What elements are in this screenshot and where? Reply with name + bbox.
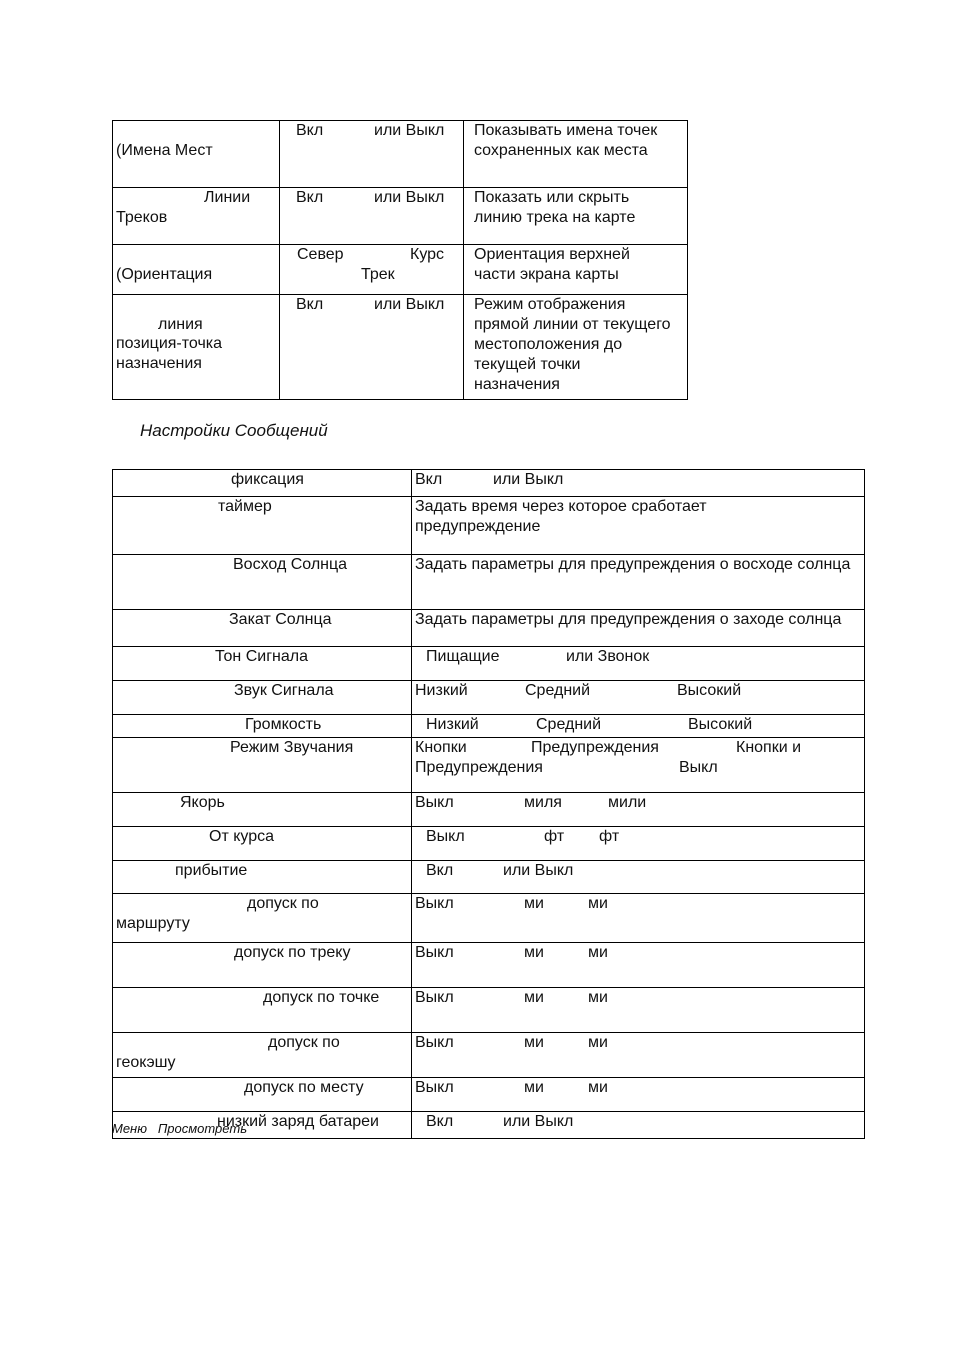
alarm-label: Звук Сигнала xyxy=(234,682,334,699)
option-value: Вкл xyxy=(296,296,324,313)
alarm-value: ми xyxy=(588,1034,608,1051)
setting-label: назначения xyxy=(116,355,202,372)
alarm-label: фиксация xyxy=(231,471,304,488)
alarm-value-cell xyxy=(412,793,865,827)
alarm-label-cell xyxy=(113,738,412,793)
alarm-value: Выкл xyxy=(415,989,454,1006)
setting-options-cell xyxy=(280,121,464,188)
alarm-value: Выкл xyxy=(415,895,454,912)
description-line: Ориентация верхней xyxy=(474,246,630,263)
alarm-value-cell xyxy=(412,943,865,988)
alarm-value: предупреждение xyxy=(415,518,541,535)
alarm-settings-table xyxy=(112,469,865,1139)
setting-label: линия xyxy=(158,316,203,333)
alarm-label: Якорь xyxy=(180,794,225,811)
alarm-label-cell xyxy=(113,793,412,827)
alarm-value: Высокий xyxy=(677,682,742,699)
alarm-value: Низкий xyxy=(415,682,468,699)
alarm-value: Низкий xyxy=(426,716,479,733)
alarm-label-cell xyxy=(113,647,412,681)
alarm-value: или Выкл xyxy=(503,862,574,879)
description-line: местоположения до xyxy=(474,336,623,353)
alarm-value: или Выкл xyxy=(493,471,564,488)
alarm-value: Вкл xyxy=(426,1113,454,1130)
alarm-value-cell xyxy=(412,1112,865,1139)
setting-options-cell xyxy=(280,295,464,400)
alarm-value: Предупреждения xyxy=(531,739,659,756)
table-row xyxy=(113,470,865,497)
alarm-label: таймер xyxy=(218,498,272,515)
option-value: Вкл xyxy=(296,122,324,139)
alarm-value: Кнопки и xyxy=(736,739,802,756)
footer-caption xyxy=(112,1121,247,1136)
option-value: Курс xyxy=(410,246,445,263)
option-value: Трек xyxy=(361,266,395,283)
alarm-label-cell xyxy=(113,943,412,988)
alarm-value-cell xyxy=(412,894,865,943)
alarm-label: допуск по треку xyxy=(234,944,351,961)
setting-label: Треков xyxy=(116,209,168,226)
alarm-value: Вкл xyxy=(426,862,454,879)
alarm-value-cell xyxy=(412,610,865,647)
alarm-label: допуск по xyxy=(247,895,319,912)
alarm-value: ми xyxy=(524,1034,544,1051)
alarm-value: фт xyxy=(599,828,620,845)
description-line: линию трека на карте xyxy=(474,209,636,226)
alarm-value: ми xyxy=(588,1079,608,1096)
alarm-value: Задать параметры для предупреждения о заходе солнца xyxy=(415,611,842,628)
alarm-label: Громкость xyxy=(245,716,322,733)
description-line: назначения xyxy=(474,376,560,393)
alarm-label: Режим Звучания xyxy=(230,739,354,756)
option-value: или Выкл xyxy=(374,296,445,313)
alarm-label: геокэшу xyxy=(116,1054,176,1071)
setting-options-cell xyxy=(280,188,464,245)
option-value: или Выкл xyxy=(374,122,445,139)
table-row xyxy=(113,610,865,647)
table-row xyxy=(113,188,688,245)
table-row xyxy=(113,295,688,400)
alarm-value: Средний xyxy=(525,682,591,699)
alarm-value: Предупреждения xyxy=(415,759,543,776)
alarm-value-cell xyxy=(412,681,865,715)
table-row xyxy=(113,988,865,1033)
alarm-value-cell xyxy=(412,988,865,1033)
alarm-label-cell xyxy=(113,1033,412,1078)
table-row xyxy=(113,1033,865,1078)
option-value: Вкл xyxy=(296,189,324,206)
table-row xyxy=(113,681,865,715)
alarm-value: Высокий xyxy=(688,716,753,733)
alarm-value: Выкл xyxy=(679,759,718,776)
map-settings-table xyxy=(112,120,688,400)
table-row xyxy=(113,827,865,861)
alarm-label: Восход Солнца xyxy=(233,556,348,573)
alarm-value: ми xyxy=(524,1079,544,1096)
setting-label-cell xyxy=(113,295,280,400)
alarm-value-cell xyxy=(412,1078,865,1112)
alarm-value: Средний xyxy=(536,716,602,733)
alarm-label-cell xyxy=(113,555,412,610)
option-value: Север xyxy=(297,246,344,263)
alarm-value-cell xyxy=(412,738,865,793)
setting-label-cell xyxy=(113,245,280,295)
table-row xyxy=(113,121,688,188)
description-line: Показывать имена точек xyxy=(474,122,658,139)
alarm-label: допуск по месту xyxy=(244,1079,364,1096)
setting-options-cell xyxy=(280,245,464,295)
description-line: Показать или скрыть xyxy=(474,189,630,206)
alarm-value-cell xyxy=(412,861,865,894)
alarm-value-cell xyxy=(412,470,865,497)
alarm-value-cell xyxy=(412,497,865,555)
alarm-value: или Звонок xyxy=(566,648,650,665)
alarm-value: ми xyxy=(588,989,608,1006)
alarm-label-cell xyxy=(113,497,412,555)
description-line: текущей точки xyxy=(474,356,581,373)
setting-description-cell xyxy=(464,245,688,295)
alarm-value: Выкл xyxy=(415,794,454,811)
table-row xyxy=(113,497,865,555)
table-row xyxy=(113,1078,865,1112)
table-row xyxy=(113,738,865,793)
alarm-value: или Выкл xyxy=(503,1113,574,1130)
setting-label-cell xyxy=(113,121,280,188)
table-row xyxy=(113,943,865,988)
table-row xyxy=(113,715,865,738)
table-row xyxy=(113,894,865,943)
alarm-label-cell xyxy=(113,894,412,943)
alarm-value: Задать параметры для предупреждения о восходе солнца xyxy=(415,556,851,573)
alarm-label-cell xyxy=(113,827,412,861)
alarm-value: фт xyxy=(544,828,565,845)
alarm-value: Выкл xyxy=(415,1034,454,1051)
setting-label-cell xyxy=(113,188,280,245)
alarm-label-cell xyxy=(113,470,412,497)
description-line: прямой линии от текущего xyxy=(474,316,671,333)
alarm-label-cell xyxy=(113,861,412,894)
alarm-label-cell xyxy=(113,610,412,647)
section-title: Настройки Сообщений xyxy=(140,421,328,440)
alarm-value: Выкл xyxy=(415,1079,454,1096)
alarm-value: Вкл xyxy=(415,471,443,488)
alarm-label: От курса xyxy=(209,828,275,845)
alarm-label: допуск по xyxy=(268,1034,340,1051)
alarm-label: допуск по точке xyxy=(263,989,380,1006)
table-row xyxy=(113,555,865,610)
alarm-label: Закат Солнца xyxy=(229,611,332,628)
alarm-value: Пищащие xyxy=(426,648,500,665)
alarm-value: ми xyxy=(524,989,544,1006)
setting-label: (Ориентация xyxy=(116,266,213,283)
alarm-value-cell xyxy=(412,827,865,861)
footer-view: Просмотреть xyxy=(157,1121,248,1136)
alarm-value-cell xyxy=(412,555,865,610)
alarm-value: ми xyxy=(588,895,608,912)
alarm-value: миля xyxy=(524,794,562,811)
setting-label: Линии xyxy=(204,189,251,206)
alarm-label-cell xyxy=(113,988,412,1033)
footer-menu: Меню xyxy=(112,1121,147,1136)
alarm-value: ми xyxy=(588,944,608,961)
alarm-value: Выкл xyxy=(415,944,454,961)
description-line: сохраненных как места xyxy=(474,142,648,159)
alarm-label: прибытие xyxy=(175,862,248,879)
table-row xyxy=(113,245,688,295)
alarm-label: маршруту xyxy=(116,915,190,932)
description-line: Режим отображения xyxy=(474,296,626,313)
alarm-value-cell xyxy=(412,715,865,738)
setting-label: (Имена Мест xyxy=(116,142,213,159)
table-row xyxy=(113,647,865,681)
alarm-value: Задать время через которое сработает xyxy=(415,498,707,515)
setting-description-cell xyxy=(464,121,688,188)
alarm-label: Тон Сигнала xyxy=(215,648,308,665)
alarm-value: ми xyxy=(524,895,544,912)
table-row xyxy=(113,861,865,894)
description-line: части экрана карты xyxy=(474,266,619,283)
alarm-label: низкий заряд батареи xyxy=(217,1113,379,1130)
option-value: или Выкл xyxy=(374,189,445,206)
alarm-value: ми xyxy=(524,944,544,961)
setting-description-cell xyxy=(464,188,688,245)
alarm-value: Кнопки xyxy=(415,739,467,756)
alarm-value-cell xyxy=(412,1033,865,1078)
setting-label: позиция-точка xyxy=(116,335,223,352)
alarm-value-cell xyxy=(412,647,865,681)
setting-description-cell xyxy=(464,295,688,400)
alarm-label-cell xyxy=(113,681,412,715)
alarm-label-cell xyxy=(113,715,412,738)
alarm-label-cell xyxy=(113,1078,412,1112)
table-row xyxy=(113,793,865,827)
alarm-value: Выкл xyxy=(426,828,465,845)
alarm-value: мили xyxy=(608,794,647,811)
